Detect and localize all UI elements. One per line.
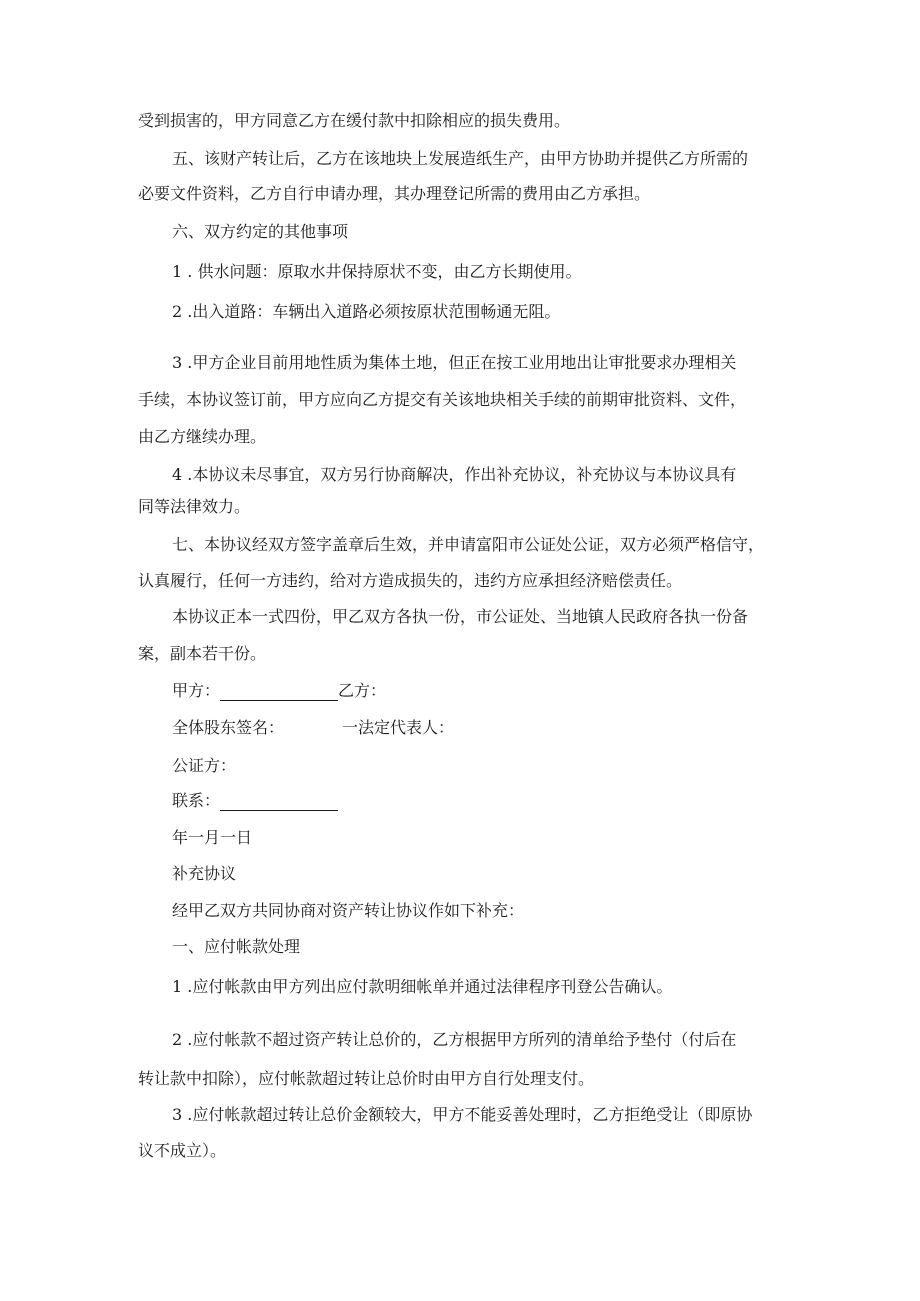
copies-paragraph-line: 本协议正本一式四份，甲乙双方各执一份，市公证处、当地镇人民政府各执一份备 [172, 607, 749, 626]
clause-six-item-3-line: 3 .甲方企业目前用地性质为集体土地，但正在按工业用地出让审批要求办理相关 [172, 353, 737, 372]
signature-date: 年一月一日 [172, 828, 253, 847]
supplementary-intro: 经甲乙双方共同协商对资产转让协议作如下补充： [172, 901, 525, 920]
supplementary-item-2-line: 2 .应付帐款不超过资产转让总价的，乙方根据甲方所列的清单给予垫付（付后在 [172, 1030, 737, 1049]
clause-six-heading: 六、双方约定的其他事项 [172, 222, 349, 241]
paragraph-line: 受到损害的，甲方同意乙方在缓付款中扣除相应的损失费用。 [138, 111, 571, 130]
party-a-blank [220, 684, 338, 701]
clause-seven-line: 认真履行，任何一方违约，给对方造成损失的，违约方应承担经济赔偿责任。 [138, 571, 683, 590]
supplementary-item-2-line: 转让款中扣除），应付帐款超过转让总价时由甲方自行处理支付。 [138, 1069, 595, 1088]
clause-six-item-4-line: 4 .本协议未尽事宜，双方另行协商解决，作出补充协议，补充协议与本协议具有 [172, 465, 737, 484]
clause-six-item-1: 1 . 供水问题：原取水井保持原状不变，由乙方长期使用。 [172, 262, 582, 281]
clause-six-item-4-line: 同等法律效力。 [138, 497, 251, 516]
signature-party-a-row [172, 681, 386, 701]
supplementary-agreement-title: 补充协议 [172, 864, 237, 883]
clause-six-item-3-line: 由乙方继续办理。 [138, 427, 267, 446]
shareholders-signature-label: 全体股东签名： [172, 718, 285, 737]
supplementary-section-heading: 一、应付帐款处理 [172, 937, 301, 956]
contact-blank [220, 794, 338, 811]
legal-representative-label: 一法定代表人： [342, 718, 455, 737]
clause-six-item-3-line: 手续，本协议签订前，甲方应向乙方提交有关该地块相关手续的前期审批资料、文件， [138, 390, 747, 409]
supplementary-item-1: 1 .应付帐款由甲方列出应付款明细帐单并通过法律程序刊登公告确认。 [172, 977, 673, 996]
party-a-label: 甲方： [172, 681, 221, 700]
party-b-label: 乙方： [338, 681, 387, 700]
supplementary-item-3-line: 议不成立）。 [138, 1141, 227, 1160]
contact-label: 联系： [172, 791, 221, 810]
clause-six-item-2: 2 .出入道路：车辆出入道路必须按原状范围畅通无阻。 [172, 302, 561, 321]
clause-five-line: 五、该财产转让后，乙方在该地块上发展造纸生产，由甲方协助并提供乙方所需的 [172, 149, 749, 168]
copies-paragraph-line: 案，副本若干份。 [138, 644, 267, 663]
contact-row [172, 791, 338, 811]
notary-label: 公证方： [172, 756, 237, 775]
clause-five-line: 必要文件资料，乙方自行申请办理，其办理登记所需的费用由乙方承担。 [138, 184, 651, 203]
supplementary-item-3-line: 3 .应付帐款超过转让总价金额较大，甲方不能妥善处理时，乙方拒绝受让（即原协 [172, 1105, 753, 1124]
clause-seven-line: 七、本协议经双方签字盖章后生效，并申请富阳市公证处公证，双方必须严格信守， [172, 535, 765, 554]
